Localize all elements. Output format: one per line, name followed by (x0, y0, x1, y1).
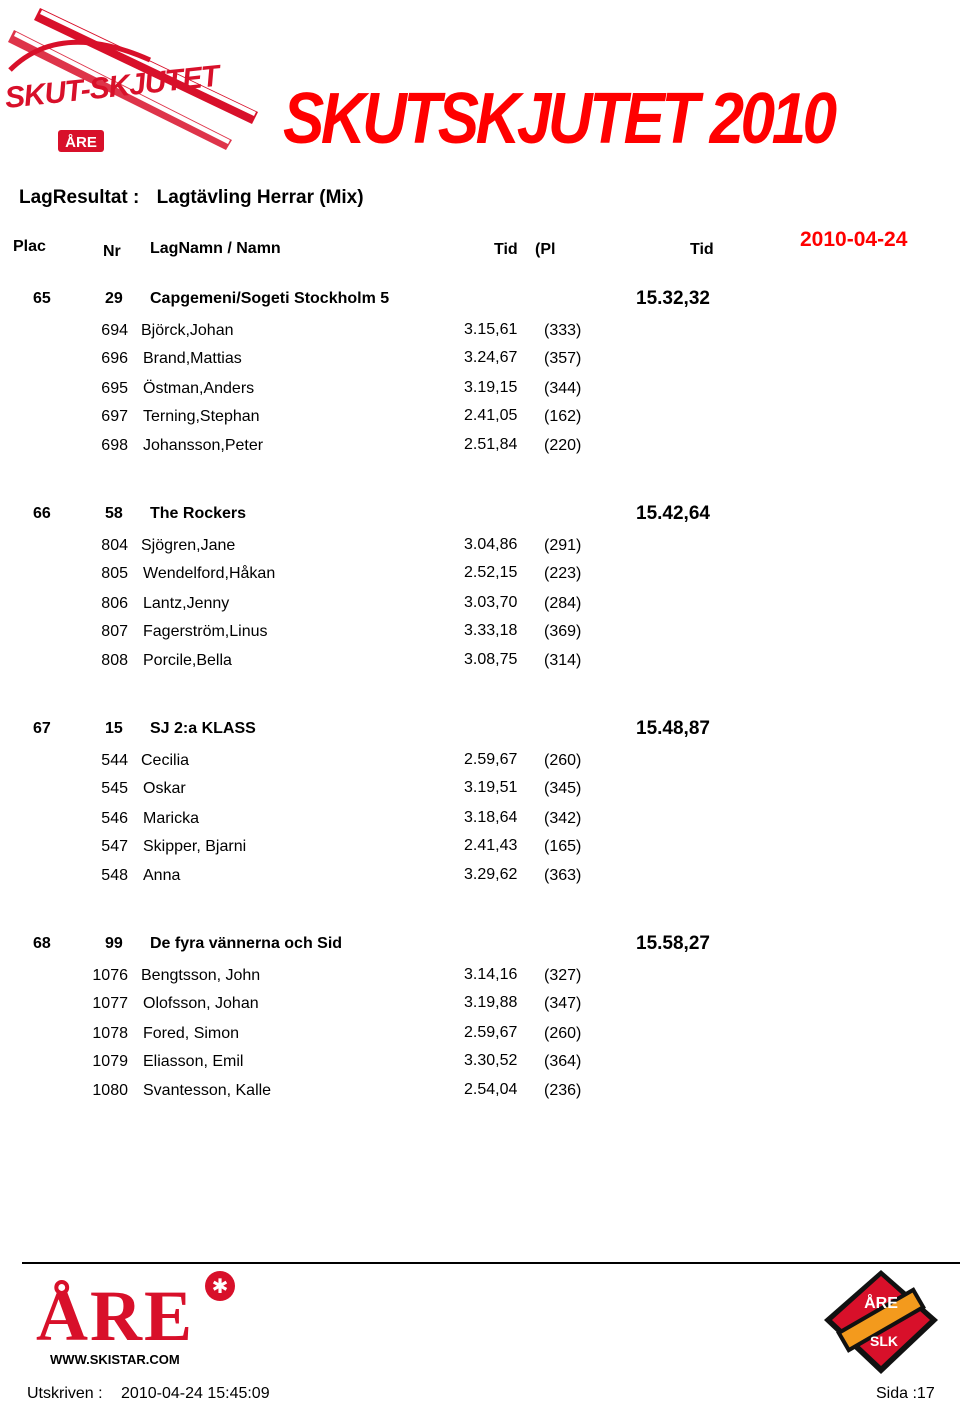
member-name: Skipper, Bjarni (143, 838, 247, 855)
member-place: (342) (544, 810, 582, 827)
team-total-time: 15.32,32 (636, 288, 710, 309)
team-total-time: 15.58,27 (636, 933, 710, 954)
team-name: De fyra vännerna och Sid (150, 935, 343, 952)
team-name: The Rockers (150, 505, 247, 522)
member-number: 548 (101, 867, 128, 884)
team-place: 67 (33, 720, 51, 737)
are-url: WWW.SKISTAR.COM (50, 1352, 180, 1367)
col-total-time-header: Tid (690, 241, 714, 258)
member-number: 1077 (92, 995, 128, 1012)
member-time: 3.19,88 (464, 994, 518, 1011)
member-time: 3.33,18 (464, 622, 518, 639)
member-place: (357) (544, 350, 582, 367)
member-time: 3.08,75 (464, 651, 518, 668)
member-time: 3.18,64 (464, 809, 518, 826)
member-time: 3.30,52 (464, 1052, 518, 1069)
printed-value: 2010-04-24 15:45:09 (121, 1385, 270, 1402)
member-number: 544 (101, 752, 128, 769)
team-place: 66 (33, 505, 51, 522)
team-place: 68 (33, 935, 51, 952)
member-place: (333) (544, 322, 582, 339)
member-place: (165) (544, 838, 582, 855)
member-time: 2.51,84 (464, 436, 518, 453)
col-name-header: LagNamn / Namn (150, 240, 281, 257)
member-name: Lantz,Jenny (143, 595, 230, 612)
member-number: 696 (101, 350, 128, 367)
member-name: Östman,Anders (143, 380, 255, 397)
event-date: 2010-04-24 (800, 228, 908, 251)
col-time-header: Tid (494, 241, 518, 258)
member-number: 697 (101, 408, 128, 425)
member-time: 3.19,15 (464, 379, 518, 396)
member-number: 1076 (92, 967, 128, 984)
member-time: 3.29,62 (464, 866, 518, 883)
svg-text:✱: ✱ (211, 1274, 229, 1298)
member-name: Anna (143, 867, 181, 884)
member-name: Cecilia (141, 752, 190, 769)
member-number: 546 (101, 810, 128, 827)
member-place: (347) (544, 995, 582, 1012)
member-number: 547 (101, 838, 128, 855)
member-name: Olofsson, Johan (143, 995, 259, 1012)
member-time: 2.41,43 (464, 837, 518, 854)
member-place: (291) (544, 537, 582, 554)
are-logo-text: ÅRE (36, 1276, 195, 1356)
team-number: 15 (105, 720, 123, 737)
member-place: (236) (544, 1082, 582, 1099)
member-number: 698 (101, 437, 128, 454)
member-time: 2.52,15 (464, 564, 518, 581)
page-label: Sida : (876, 1385, 917, 1402)
member-name: Sjögren,Jane (141, 537, 236, 554)
member-name: Fagerström,Linus (143, 623, 268, 640)
team-name: SJ 2:a KLASS (150, 720, 256, 737)
col-place-header: (Pl (535, 241, 556, 258)
member-place: (284) (544, 595, 582, 612)
member-number: 805 (101, 565, 128, 582)
member-name: Oskar (143, 780, 186, 797)
member-name: Svantesson, Kalle (143, 1082, 272, 1099)
member-place: (162) (544, 408, 582, 425)
member-time: 3.19,51 (464, 779, 518, 796)
member-time: 3.15,61 (464, 321, 518, 338)
member-place: (345) (544, 780, 582, 797)
member-name: Johansson,Peter (143, 437, 264, 454)
result-label: LagResultat : (19, 187, 140, 208)
member-time: 2.59,67 (464, 751, 518, 768)
member-number: 804 (101, 537, 128, 554)
member-name: Fored, Simon (143, 1025, 240, 1042)
competition-name: Lagtävling Herrar (Mix) (156, 187, 364, 208)
member-number: 694 (101, 322, 128, 339)
page-number (876, 1385, 935, 1403)
member-time: 3.14,16 (464, 966, 518, 983)
printed-label: Utskriven : (27, 1385, 103, 1402)
member-place: (260) (544, 752, 582, 769)
member-number: 695 (101, 380, 128, 397)
printed-timestamp (27, 1385, 270, 1403)
member-name: Maricka (143, 810, 200, 827)
skutskjutet-logo (0, 0, 265, 160)
competition-heading (19, 187, 364, 209)
team-name: Capgemeni/Sogeti Stockholm 5 (150, 290, 390, 307)
member-name: Wendelford,Håkan (143, 565, 276, 582)
member-place: (344) (544, 380, 582, 397)
team-number: 29 (105, 290, 123, 307)
member-name: Terning,Stephan (143, 408, 260, 425)
team-number: 58 (105, 505, 123, 522)
member-place: (327) (544, 967, 582, 984)
member-place: (369) (544, 623, 582, 640)
slk-bottom: SLK (870, 1333, 898, 1349)
page-title: SKUTSKJUTET 2010 (283, 79, 834, 159)
member-number: 1080 (92, 1082, 128, 1099)
member-name: Björck,Johan (141, 322, 234, 339)
member-place: (314) (544, 652, 582, 669)
member-name: Bengtsson, John (141, 967, 261, 984)
col-plac-header: Plac (13, 238, 46, 255)
member-time: 3.03,70 (464, 594, 518, 611)
member-number: 1078 (92, 1025, 128, 1042)
team-place: 65 (33, 290, 51, 307)
member-name: Brand,Mattias (143, 350, 242, 367)
member-time: 3.04,86 (464, 536, 518, 553)
team-total-time: 15.42,64 (636, 503, 710, 524)
member-place: (223) (544, 565, 582, 582)
member-number: 807 (101, 623, 128, 640)
page-value: 17 (916, 1385, 935, 1402)
slk-top: ÅRE (864, 1295, 898, 1312)
are-slk-crest (822, 1268, 940, 1376)
team-total-time: 15.48,87 (636, 718, 710, 739)
member-place: (220) (544, 437, 582, 454)
member-name: Eliasson, Emil (143, 1053, 244, 1070)
member-number: 808 (101, 652, 128, 669)
member-place: (364) (544, 1053, 582, 1070)
logo-badge: ÅRE (65, 134, 97, 151)
member-name: Porcile,Bella (143, 652, 232, 669)
member-number: 545 (101, 780, 128, 797)
team-number: 99 (105, 935, 123, 952)
footer-divider (22, 1262, 960, 1264)
member-time: 3.24,67 (464, 349, 518, 366)
member-time: 2.59,67 (464, 1024, 518, 1041)
member-place: (363) (544, 867, 582, 884)
member-number: 806 (101, 595, 128, 612)
member-number: 1079 (92, 1053, 128, 1070)
col-nr-header: Nr (103, 243, 121, 260)
member-time: 2.54,04 (464, 1081, 518, 1098)
logo-text: SKUT-SKJUTET (3, 59, 221, 115)
member-time: 2.41,05 (464, 407, 518, 424)
member-place: (260) (544, 1025, 582, 1042)
are-skistar-logo (36, 1266, 242, 1370)
